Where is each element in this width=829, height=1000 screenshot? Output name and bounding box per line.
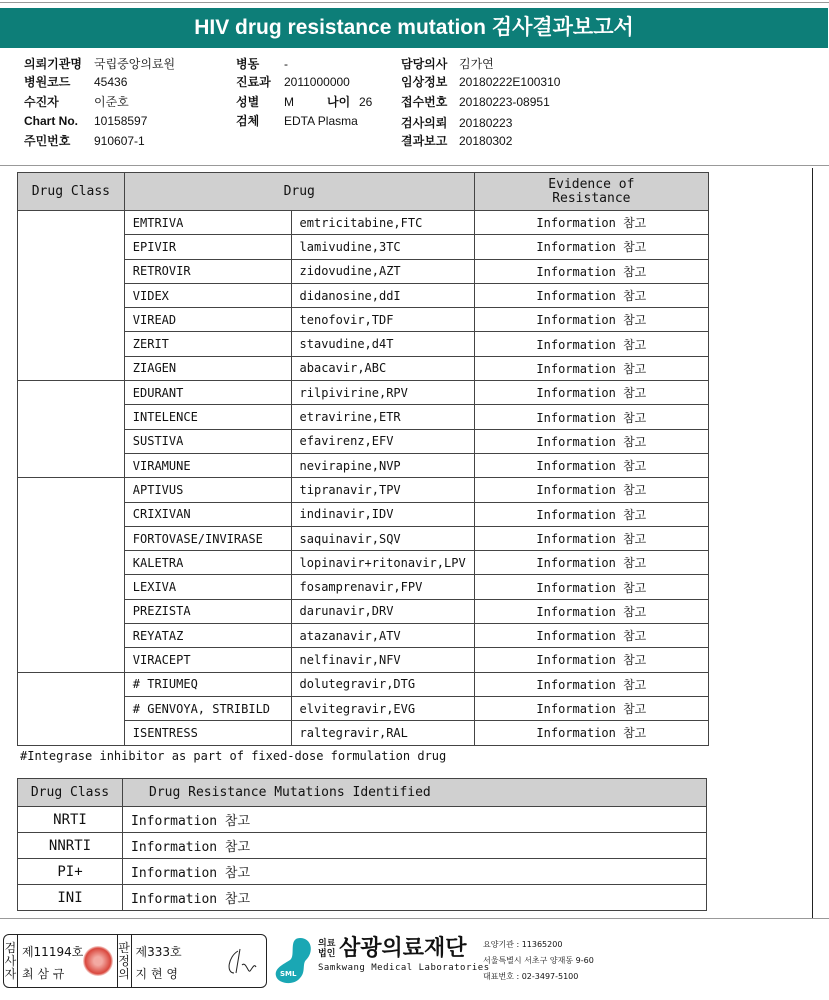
info-field (24, 93, 129, 110)
field-value: EDTA Plasma (284, 114, 358, 128)
drug-class-cell (18, 211, 125, 381)
info-field (24, 73, 127, 90)
generic-name-cell: indinavir,IDV (291, 502, 474, 526)
table-row (18, 672, 709, 696)
field-value: 이준호 (94, 95, 129, 109)
lab-name-en: Samkwang Medical Laboratories (318, 963, 490, 973)
brand-name-cell: EDURANT (124, 381, 291, 405)
evidence-cell: Information 참고 (474, 211, 708, 235)
info-field (401, 73, 560, 90)
corp-label: 의료법인 (318, 939, 336, 959)
table-row (18, 381, 709, 405)
drug-resistance-table (17, 172, 709, 746)
info-field-age (327, 93, 372, 110)
evidence-cell: Information 참고 (474, 721, 708, 745)
field-value: 20180302 (459, 134, 513, 148)
evidence-cell: Information 참고 (474, 696, 708, 720)
field-label: Chart No. (24, 114, 78, 128)
page-edge-line (812, 168, 813, 918)
evidence-cell: Information 참고 (474, 551, 708, 575)
evidence-cell: Information 참고 (474, 429, 708, 453)
generic-name-cell: elvitegravir,EVG (291, 696, 474, 720)
brand-name-cell: VIRAMUNE (124, 453, 291, 477)
reviewer-signature (132, 935, 266, 987)
seal-icon (83, 946, 113, 976)
table-row (18, 211, 709, 235)
brand-name-cell: ZIAGEN (124, 356, 291, 380)
evidence-cell: Information 참고 (474, 332, 708, 356)
svg-text:SML: SML (280, 970, 297, 978)
brand-name-cell: SUSTIVA (124, 429, 291, 453)
info-field (24, 114, 147, 128)
field-value: 45436 (94, 75, 128, 89)
table-row (18, 478, 709, 502)
field-value: 10158597 (94, 114, 148, 128)
footnote: #Integrase inhibitor as part of fixed-dose formulation drug (20, 749, 447, 763)
brand-name-cell: EMTRIVA (124, 211, 291, 235)
brand-name-cell: REYATAZ (124, 624, 291, 648)
info-field (236, 55, 288, 72)
patient-info (0, 48, 829, 166)
evidence-cell: Information 참고 (474, 405, 708, 429)
info-field (401, 114, 512, 131)
tester-license: 제11194호 (21, 945, 84, 959)
brand-name-cell: PREZISTA (124, 599, 291, 623)
brand-name-cell: LEXIVA (124, 575, 291, 599)
evidence-cell: Information 참고 (474, 356, 708, 380)
reviewer-license: 제333호 (135, 945, 182, 959)
info-field (236, 112, 358, 129)
field-label: 결과보고 (401, 134, 448, 148)
lab-name (318, 931, 467, 962)
generic-name-cell: efavirenz,EFV (291, 429, 474, 453)
field-value: 김가연 (459, 57, 494, 71)
info-field (236, 93, 294, 110)
generic-name-cell: didanosine,ddI (291, 283, 474, 307)
generic-name-cell: nevirapine,NVP (291, 453, 474, 477)
info-field (24, 55, 175, 72)
field-value: 2011000000 (284, 75, 350, 89)
evidence-cell: Information 참고 (474, 308, 708, 332)
info-field (236, 73, 350, 90)
brand-name-cell: RETROVIR (124, 259, 291, 283)
info-field (24, 132, 145, 149)
header-evidence: Evidence of Resistance (474, 173, 708, 211)
evidence-cell: Information 참고 (474, 259, 708, 283)
generic-name-cell: abacavir,ABC (291, 356, 474, 380)
field-value: 20180223-08951 (459, 95, 550, 109)
generic-name-cell: tipranavir,TPV (291, 478, 474, 502)
evidence-cell: Information 참고 (474, 502, 708, 526)
lab-name-text: 삼광의료재단 (339, 936, 467, 961)
brand-name-cell: VIDEX (124, 283, 291, 307)
drug-class-cell (18, 381, 125, 478)
reviewer-name: 지 현 영 (135, 967, 178, 981)
brand-name-cell: ISENTRESS (124, 721, 291, 745)
drug-class-cell: INI (18, 885, 123, 911)
evidence-cell: Information 참고 (474, 648, 708, 672)
field-label: 임상정보 (401, 75, 448, 89)
field-label: 병동 (236, 57, 260, 71)
generic-name-cell: dolutegravir,DTG (291, 672, 474, 696)
info-field (401, 132, 512, 149)
lab-code: 요양기관 : 11365200 (483, 940, 563, 949)
field-label: 수진자 (24, 95, 59, 109)
evidence-cell: Information 참고 (474, 575, 708, 599)
drug-class-cell: NRTI (18, 807, 123, 833)
evidence-cell: Information 참고 (474, 478, 708, 502)
evidence-cell: Information 참고 (474, 526, 708, 550)
field-label: 성별 (236, 95, 260, 109)
field-value: 20180223 (459, 116, 513, 130)
brand-name-cell: APTIVUS (124, 478, 291, 502)
mutation-table (17, 778, 707, 911)
report-title: HIV drug resistance mutation 검사결과보고서 (0, 8, 828, 48)
field-value: 910607-1 (94, 134, 145, 148)
brand-name-cell: EPIVIR (124, 235, 291, 259)
generic-name-cell: lamivudine,3TC (291, 235, 474, 259)
mutation-cell: Information 참고 (123, 859, 707, 885)
generic-name-cell: etravirine,ETR (291, 405, 474, 429)
drug-class-cell: NNRTI (18, 833, 123, 859)
brand-name-cell: CRIXIVAN (124, 502, 291, 526)
field-value: 20180222E100310 (459, 75, 561, 89)
generic-name-cell: emtricitabine,FTC (291, 211, 474, 235)
header-mutations: Drug Resistance Mutations Identified (123, 779, 707, 807)
info-field (401, 55, 494, 72)
brand-name-cell: # TRIUMEQ (124, 672, 291, 696)
footer (0, 919, 829, 1000)
evidence-cell: Information 참고 (474, 235, 708, 259)
field-label: 검체 (236, 114, 260, 128)
table-row (18, 833, 707, 859)
generic-name-cell: darunavir,DRV (291, 599, 474, 623)
info-field (401, 93, 550, 110)
generic-name-cell: saquinavir,SQV (291, 526, 474, 550)
header-drug-class: Drug Class (18, 173, 125, 211)
handwritten-signature-icon (224, 947, 260, 977)
field-value: 국립중앙의료원 (94, 57, 176, 71)
signature-box (3, 934, 267, 988)
brand-name-cell: VIREAD (124, 308, 291, 332)
table-row (18, 859, 707, 885)
field-value: M (284, 95, 294, 109)
field-label: 나이 (327, 95, 351, 109)
brand-name-cell: VIRACEPT (124, 648, 291, 672)
generic-name-cell: zidovudine,AZT (291, 259, 474, 283)
sml-logo-icon (272, 936, 316, 986)
header-drug: Drug (124, 173, 474, 211)
table-row (18, 885, 707, 911)
mutation-cell: Information 참고 (123, 885, 707, 911)
header-drug-class: Drug Class (18, 779, 123, 807)
generic-name-cell: nelfinavir,NFV (291, 648, 474, 672)
reviewer-label: 판정의 (118, 935, 132, 987)
field-label: 주민번호 (24, 134, 71, 148)
field-value: - (284, 57, 288, 71)
brand-name-cell: # GENVOYA, STRIBILD (124, 696, 291, 720)
generic-name-cell: fosamprenavir,FPV (291, 575, 474, 599)
generic-name-cell: stavudine,d4T (291, 332, 474, 356)
evidence-cell: Information 참고 (474, 381, 708, 405)
drug-class-cell: PI+ (18, 859, 123, 885)
field-label: 병원코드 (24, 75, 71, 89)
evidence-cell: Information 참고 (474, 453, 708, 477)
generic-name-cell: lopinavir+ritonavir,LPV (291, 551, 474, 575)
brand-name-cell: FORTOVASE/INVIRASE (124, 526, 291, 550)
brand-name-cell: KALETRA (124, 551, 291, 575)
evidence-cell: Information 참고 (474, 624, 708, 648)
tester-label: 검사자 (4, 935, 18, 987)
top-divider (0, 2, 829, 3)
mutation-cell: Information 참고 (123, 807, 707, 833)
field-label: 접수번호 (401, 95, 448, 109)
field-value: 26 (359, 95, 373, 109)
table-row (18, 807, 707, 833)
field-label: 검사의뢰 (401, 116, 448, 130)
tester-name: 최 삼 규 (21, 967, 65, 981)
generic-name-cell: raltegravir,RAL (291, 721, 474, 745)
field-label: 의뢰기관명 (24, 57, 82, 71)
generic-name-cell: rilpivirine,RPV (291, 381, 474, 405)
brand-name-cell: INTELENCE (124, 405, 291, 429)
mutation-cell: Information 참고 (123, 833, 707, 859)
field-label: 진료과 (236, 75, 271, 89)
generic-name-cell: tenofovir,TDF (291, 308, 474, 332)
evidence-cell: Information 참고 (474, 599, 708, 623)
evidence-cell: Information 참고 (474, 283, 708, 307)
lab-address: 서울특별시 서초구 양재동 9-60 (483, 956, 594, 965)
brand-name-cell: ZERIT (124, 332, 291, 356)
field-label: 담당의사 (401, 57, 448, 71)
generic-name-cell: atazanavir,ATV (291, 624, 474, 648)
tester-signature (18, 935, 118, 987)
lab-phone: 대표번호 : 02-3497-5100 (483, 972, 579, 981)
evidence-cell: Information 참고 (474, 672, 708, 696)
drug-class-cell (18, 672, 125, 745)
drug-class-cell (18, 478, 125, 672)
